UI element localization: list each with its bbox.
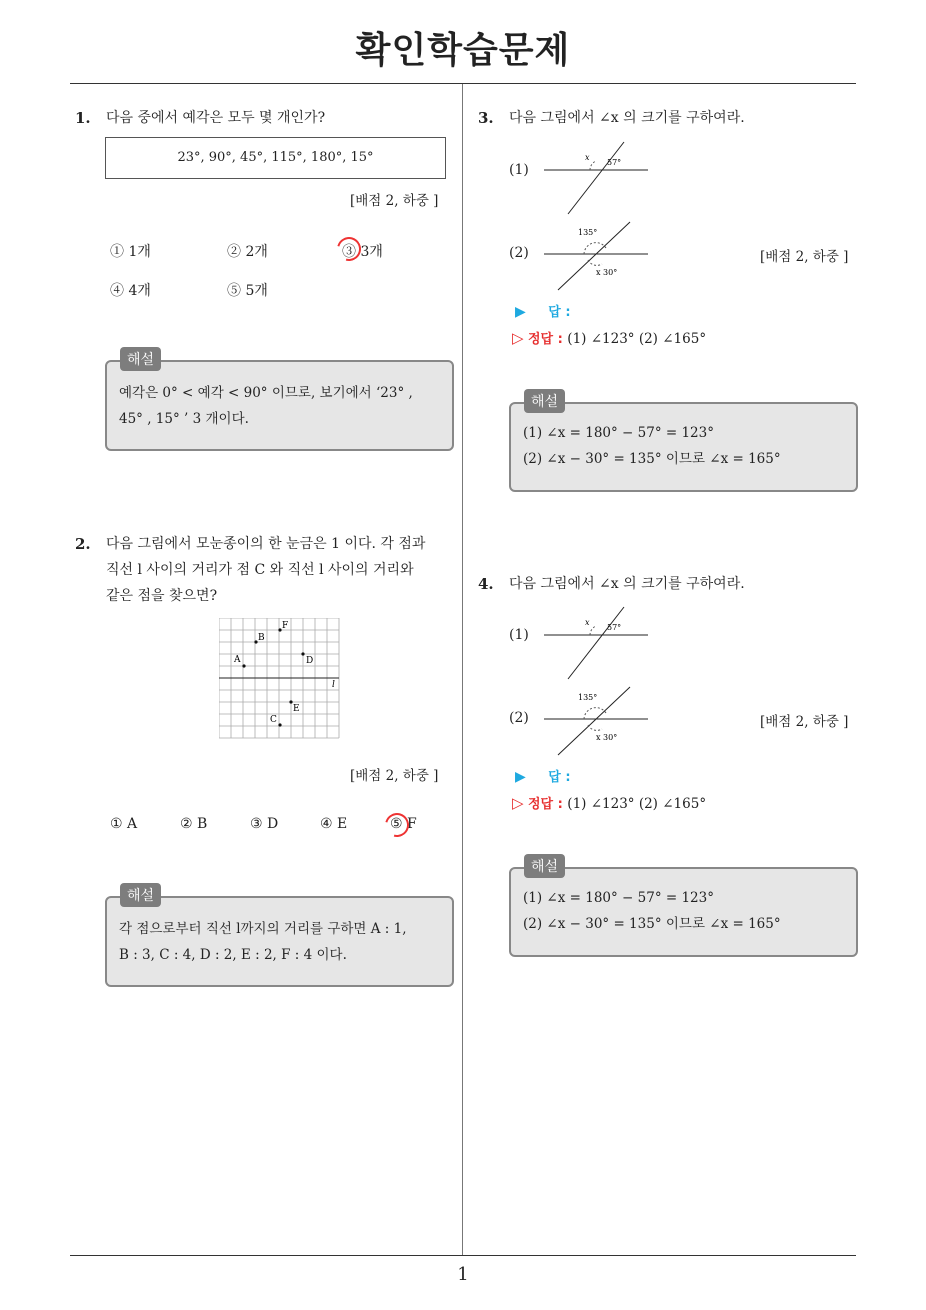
q3-number: 3. [478,109,494,127]
q3-fig1-angle: 57° [607,158,622,167]
q2-choice-2[interactable]: ② B [180,816,208,832]
q1-choice-3[interactable]: ③ 3개 [342,244,383,260]
point-a-label: A [234,655,241,665]
q2-text-line3: 같은 점을 찾으면? [106,588,218,604]
triangle-outline-icon: ▷ [512,794,524,812]
q2-choice-4[interactable]: ④ E [320,816,348,832]
q2-solution-tag: 해설 [120,883,161,907]
q1-number: 1. [75,109,91,127]
q1-choice-4[interactable]: ④ 4개 [110,283,151,299]
q1-choice-1[interactable]: ① 1개 [110,244,151,260]
q3-fig1-label: (1) [509,162,529,178]
point-a [242,664,245,667]
q1-solution-line1: 예각은 0° < 예각 < 90° 이므로, 보기에서 ‘23° , [119,385,413,401]
q3-solution-line2: (2) ∠x − 30° = 135° 이므로 ∠x = 165° [523,451,781,467]
play-icon: ▶ [515,304,526,320]
q2-choice-3[interactable]: ③ D [250,816,279,832]
q4-figure-1 [540,605,652,685]
point-c-label: C [270,715,277,725]
q3-solution-tag: 해설 [524,389,565,413]
q4-figure-2 [540,685,652,757]
q2-selected-mark [381,809,414,842]
q3-figure-1 [540,140,652,220]
q3-solution-box [509,402,858,492]
page-title: 확인학습문제 [355,30,571,71]
q1-text: 다음 중에서 예각은 모두 몇 개인가? [106,110,326,126]
q1-meta: [배점 2, 하중 ] [350,193,439,209]
q3-correct-value: (1) ∠123° (2) ∠165° [567,331,707,347]
q3-solution-line1: (1) ∠x = 180° − 57° = 123° [523,425,714,441]
q2-text-line1: 다음 그림에서 모눈종이의 한 눈금은 1 이다. 각 점과 [106,536,426,552]
q2-text-line2: 직선 l 사이의 거리가 점 C 와 직선 l 사이의 거리와 [106,562,414,578]
q4-solution-line1: (1) ∠x = 180° − 57° = 123° [523,890,714,906]
q2-number: 2. [75,535,91,553]
q4-solution-line2: (2) ∠x − 30° = 135° 이므로 ∠x = 165° [523,916,781,932]
q4-correct-row [512,793,706,812]
q3-correct-row [512,328,706,347]
q3-fig2-top: 135° [578,228,598,237]
q2-grid-figure [219,618,341,740]
q3-figure-2 [540,220,652,292]
q2-solution-box [105,896,454,987]
q4-number: 4. [478,575,494,593]
line-l-label: l [332,680,335,690]
triangle-outline-icon: ▷ [512,329,524,347]
point-f-label: F [282,621,289,631]
point-c [278,723,281,726]
q4-solution-box [509,867,858,957]
q3-correct-label: 정답 : [528,332,563,347]
q4-answer-row [515,766,571,785]
column-divider [462,84,463,1256]
footer-rule [70,1255,856,1256]
q2-solution-line1: 각 점으로부터 직선 l까지의 거리를 구하면 A : 1, [119,921,407,937]
q4-answer-label: 답 : [548,770,571,785]
q4-solution-tag: 해설 [524,854,565,878]
q2-choice-1[interactable]: ① A [110,816,138,832]
q4-correct-value: (1) ∠123° (2) ∠165° [567,796,707,812]
q1-solution-line2: 45° , 15° ’ 3 개이다. [119,411,249,427]
q1-solution-box [105,360,454,451]
q3-answer-label: 답 : [548,305,571,320]
q3-answer-row [515,301,571,320]
q3-text: 다음 그림에서 ∠x 의 크기를 구하여라. [509,110,745,126]
q1-solution-tag: 해설 [120,347,161,371]
point-e-label: E [293,704,300,714]
point-d-label: D [306,656,314,666]
page-number: 1 [457,1264,469,1285]
q4-fig2-top: 135° [578,693,598,702]
q4-fig1-label: (1) [509,627,529,643]
point-d [301,652,304,655]
q4-fig2-bottom: x 30° [596,733,618,742]
play-icon: ▶ [515,769,526,785]
q3-fig1-x: x [585,153,590,162]
q4-text: 다음 그림에서 ∠x 의 크기를 구하여라. [509,576,745,592]
q2-meta: [배점 2, 하중 ] [350,768,439,784]
q4-correct-label: 정답 : [528,797,563,812]
header-rule [70,83,856,84]
q4-fig2-label: (2) [509,710,529,726]
point-b-label: B [258,633,265,643]
q2-choice-5[interactable]: ⑤ F [390,816,417,832]
q1-choice-5[interactable]: ⑤ 5개 [227,283,268,299]
q3-fig2-bottom: x 30° [596,268,618,277]
q3-fig2-label: (2) [509,245,529,261]
q4-fig1-angle: 57° [607,623,622,632]
q1-given-box: 23°, 90°, 45°, 115°, 180°, 15° [105,137,446,179]
q2-solution-line2: B : 3, C : 4, D : 2, E : 2, F : 4 이다. [119,947,347,963]
q4-fig1-x: x [585,618,590,627]
q4-meta: [배점 2, 하중 ] [760,714,849,730]
q3-meta: [배점 2, 하중 ] [760,249,849,265]
q1-choice-2[interactable]: ② 2개 [227,244,268,260]
